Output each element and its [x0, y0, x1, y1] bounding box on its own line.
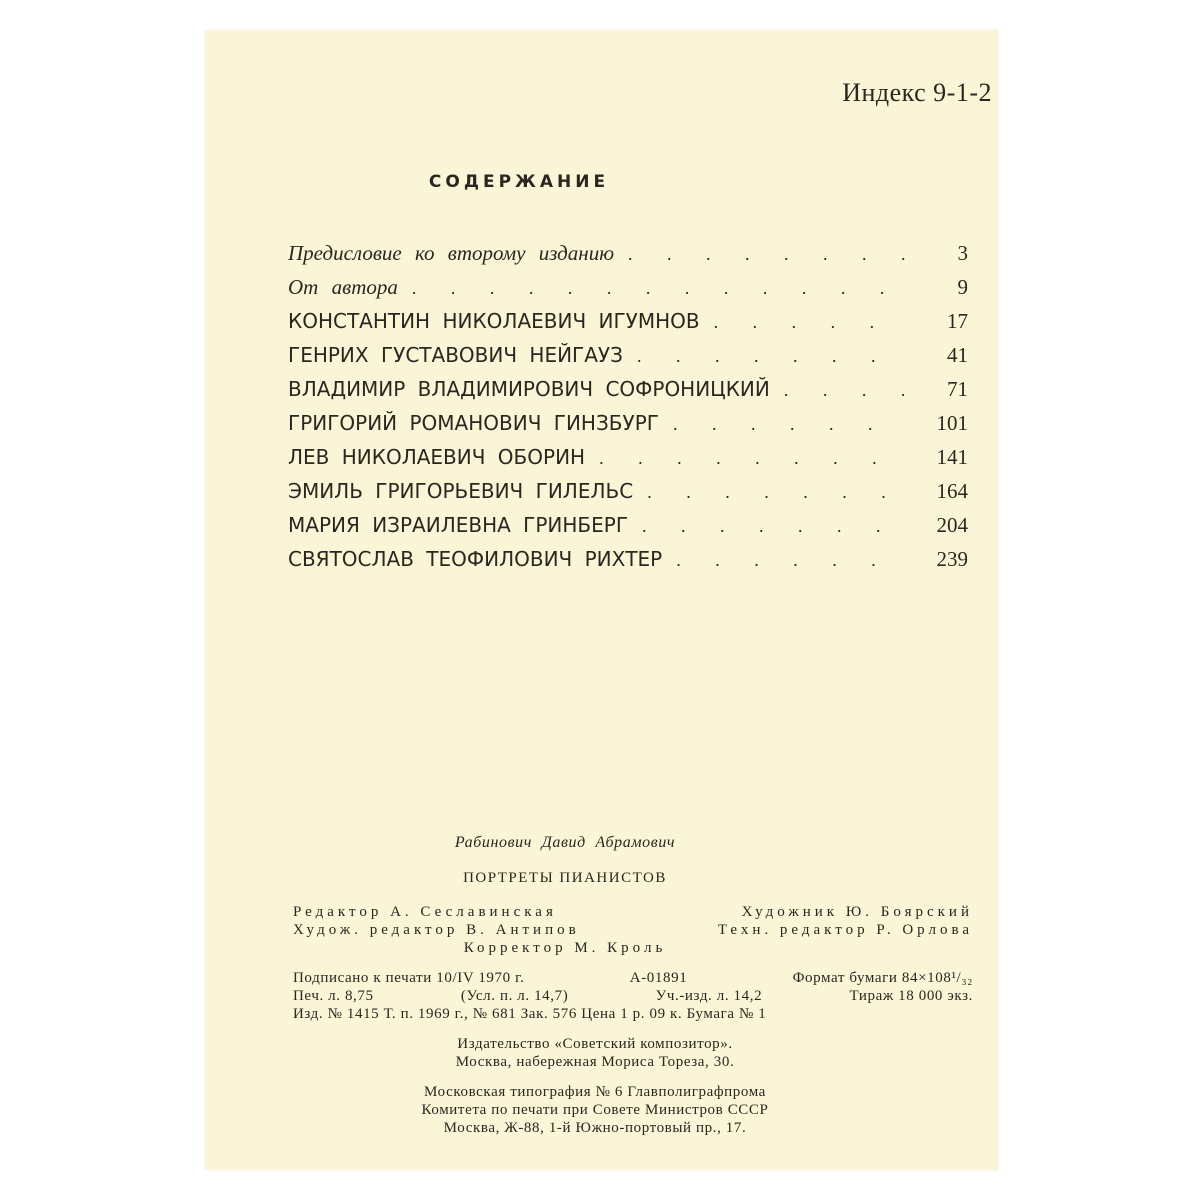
printer-line: Комитета по печати при Совете Министров СССР	[421, 1102, 769, 1118]
editor-credit: Редактор А. Сеславинская	[293, 904, 557, 920]
toc-title: СОДЕРЖАНИЕ	[428, 172, 610, 192]
toc-entry-page: 204	[936, 513, 968, 537]
printer-line: Москва, Ж-88, 1-й Южно-портовый пр., 17.	[443, 1120, 747, 1136]
toc-entry	[288, 406, 968, 440]
dot-leader	[700, 305, 908, 339]
toc-entry-label: ГЕНРИХ ГУСТАВОВИЧ НЕЙГАУЗ	[288, 343, 623, 367]
print-detail: А-01891	[629, 970, 688, 986]
toc-entry-page: 3	[957, 241, 968, 265]
art-editor-credit: Худож. редактор В. Антипов	[293, 922, 580, 938]
dot-leader	[770, 373, 908, 407]
dot-leader	[659, 407, 908, 441]
print-details-row	[293, 988, 973, 1005]
toc-entry	[288, 508, 968, 542]
dot-leader	[633, 475, 908, 509]
print-detail: Изд. № 1415 Т. п. 1969 г., № 681 Зак. 576 Цена 1 р. 09 к. Бумага № 1	[293, 1006, 767, 1022]
toc-entry-label: МАРИЯ ИЗРАИЛЕВНА ГРИНБЕРГ	[288, 513, 629, 537]
toc-entry	[288, 440, 968, 474]
toc-entry-label: От автора	[288, 275, 398, 299]
toc-entry-page: 239	[936, 547, 968, 571]
toc-entry-page: 141	[936, 445, 968, 469]
book-title: ПОРТРЕТЫ ПИАНИСТОВ	[463, 870, 667, 886]
print-detail: Тираж 18 000 экз.	[849, 988, 973, 1004]
dot-leader	[398, 271, 908, 305]
credits-row	[293, 922, 973, 939]
dot-leader	[585, 441, 908, 475]
toc-entry	[288, 236, 968, 270]
print-details-row	[293, 1006, 973, 1023]
toc-entry	[288, 304, 968, 338]
dot-leader	[662, 543, 908, 577]
publisher-name: Издательство «Советский композитор».	[457, 1036, 733, 1052]
print-detail: Подписано к печати 10/IV 1970 г.	[293, 970, 525, 986]
toc-entry	[288, 372, 968, 406]
toc-entry-page: 41	[947, 343, 968, 367]
toc-entry	[288, 338, 968, 372]
table-of-contents	[288, 236, 968, 576]
toc-entry-page: 164	[936, 479, 968, 503]
proofreader-credit: Корректор М. Кроль	[463, 940, 667, 956]
print-detail: (Усл. п. л. 14,7)	[460, 988, 569, 1004]
dot-leader	[628, 509, 908, 543]
print-detail: Печ. л. 8,75	[293, 988, 374, 1004]
print-detail: Уч.-изд. л. 14,2	[655, 988, 763, 1004]
dot-leader	[614, 237, 908, 271]
artist-credit: Художник Ю. Боярский	[741, 904, 973, 920]
toc-entry-label: КОНСТАНТИН НИКОЛАЕВИЧ ИГУМНОВ	[288, 309, 700, 333]
toc-entry-label: ЛЕВ НИКОЛАЕВИЧ ОБОРИН	[288, 445, 586, 469]
index-code: Индекс 9-1-2	[842, 78, 992, 107]
toc-entry-page: 17	[947, 309, 968, 333]
toc-entry-label: ВЛАДИМИР ВЛАДИМИРОВИЧ СОФРОНИЦКИЙ	[288, 377, 770, 401]
publisher-address: Москва, набережная Мориса Тореза, 30.	[455, 1054, 735, 1070]
print-details-row	[293, 970, 973, 987]
toc-entry	[288, 270, 968, 304]
toc-entry-label: СВЯТОСЛАВ ТЕОФИЛОВИЧ РИХТЕР	[288, 547, 663, 571]
toc-entry	[288, 542, 968, 576]
toc-entry	[288, 474, 968, 508]
print-detail: Формат бумаги 84×108¹/₃₂	[792, 970, 973, 986]
dot-leader	[623, 339, 908, 373]
printer-line: Московская типография № 6 Главполиграфпрома	[424, 1084, 766, 1100]
tech-editor-credit: Техн. редактор Р. Орлова	[717, 922, 973, 938]
book-page	[205, 30, 998, 1170]
toc-entry-page: 9	[957, 275, 968, 299]
author-name: Рабинович Давид Абрамович	[454, 834, 676, 851]
toc-entry-page: 71	[947, 377, 968, 401]
credits-row	[293, 904, 973, 921]
toc-entry-label: Предисловие ко второму изданию	[288, 241, 614, 265]
toc-entry-label: ГРИГОРИЙ РОМАНОВИЧ ГИНЗБУРГ	[288, 411, 659, 435]
toc-entry-page: 101	[936, 411, 968, 435]
toc-entry-label: ЭМИЛЬ ГРИГОРЬЕВИЧ ГИЛЕЛЬС	[288, 479, 634, 503]
